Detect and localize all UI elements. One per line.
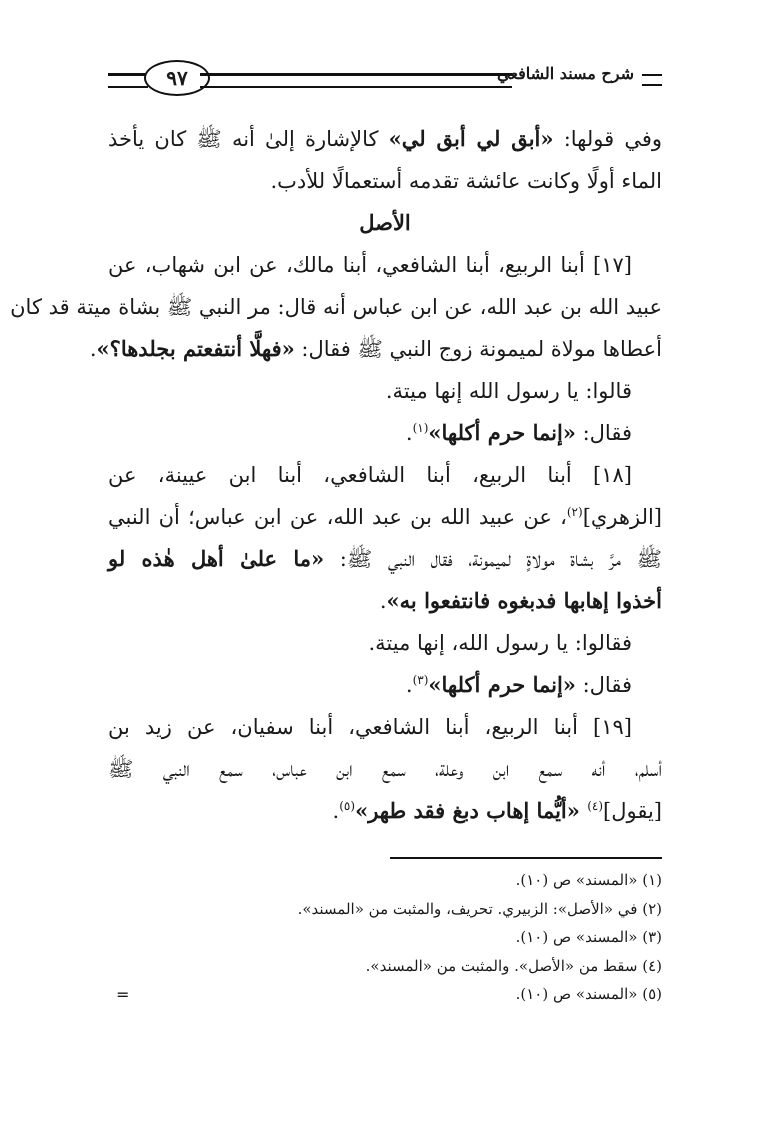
text-line: قالوا: يا رسول الله إنها ميتة. (385, 379, 632, 403)
header-rule-left (108, 73, 148, 88)
text-line: [١٧] أبنا الربيع، أبنا الشافعي، أبنا مالك، عن ابن شهاب، عن (108, 253, 632, 277)
footnote: (٣) «المسند» ص (١٠). (515, 928, 662, 946)
main-text (10, 118, 662, 832)
footnote: (١) «المسند» ص (١٠). (515, 871, 662, 889)
text-line: [١٨] أبنا الربيع، أبنا الشافعي، أبنا ابن عيينة، عن (108, 463, 632, 487)
text-line: عبيد الله بن عبد الله، عن ابن عباس أنه قال: مر النبي ﷺ بشاة ميتة قد كان (10, 295, 662, 319)
text-line: [الزهري]$^{(٢)}$، عن عبيد الله بن عبد الله، عن ابن عباس؛ أن النبي (108, 505, 662, 529)
footnotes (108, 866, 662, 1009)
text-line: فقال: «إنما حرم أكلها»$^{(١)}$. (405, 420, 632, 445)
footnote: (٢) في «الأصل»: الزبيري. تحريف، والمثبت من «المسند». (297, 899, 662, 918)
page-header (108, 60, 662, 102)
text-line: الماء أولًا وكانت عائشة تقدمه أستعمالًا للأدب. (270, 169, 662, 193)
footnote-ref: (٣) (412, 673, 429, 687)
text-line: أخذوا إهابها فدبغوه فانتفعوا به». (379, 588, 662, 613)
running-title: شرح مسند الشافعي (497, 64, 634, 83)
header-rule (200, 73, 512, 88)
continuation-mark: = (116, 985, 130, 1004)
footnote-ref: (٤) (587, 799, 604, 813)
text-line: [١٩] أبنا الربيع، أبنا الشافعي، أبنا سفيان، عن زيد بن (108, 715, 632, 739)
text-line: وفي قولها: «أبق لي أبق لي» كالإشارة إلىٰ أنه ﷺ كان يأخذ (108, 126, 662, 151)
text-line: أعطاها مولاة لميمونة زوج النبي ﷺ فقال: «فهلَّا أنتفعتم بجلدها؟». (89, 336, 662, 361)
footnote: (٥) «المسند» ص (١٠). (515, 985, 662, 1003)
text-line: ﷺ مرَّ بشاة مولاةٍ لميمونة، فقال النبي ﷺ: «ما علىٰ أهل هٰذه لو (108, 546, 662, 571)
text-line: أسلم، أنه سمع ابن وعلة، سمع ابن عباس، سمع النبي ﷺ (108, 757, 662, 781)
footnote-separator (390, 857, 662, 859)
text-line: [يقول]$^{(٤)}$ «أيُّما إهاب دبغ فقد طهر»$^{(٥)}$. (332, 798, 662, 823)
section-heading: الأصل (359, 210, 411, 235)
footnote-ref: (٢) (566, 505, 583, 519)
footnote: (٤) سقط من «الأصل». والمثبت من «المسند». (365, 956, 662, 975)
header-rule-right (642, 74, 662, 86)
footnote-ref: (١) (412, 421, 429, 435)
footnote-ref: (٥) (339, 799, 356, 813)
page-number: ٩٧ (144, 60, 210, 96)
text-line: فقالوا: يا رسول الله، إنها ميتة. (368, 631, 632, 655)
text-line: فقال: «إنما حرم أكلها»$^{(٣)}$. (405, 672, 632, 697)
